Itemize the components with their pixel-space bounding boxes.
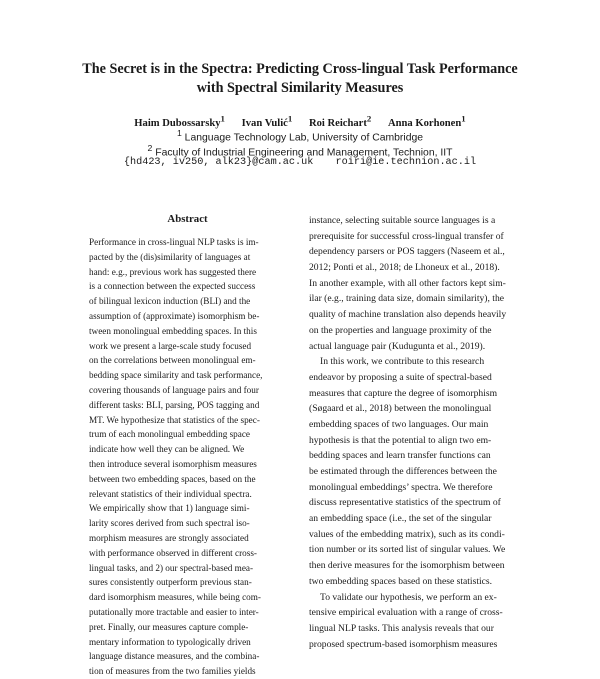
- abstract-line: of bilingual lexicon induction (BLI) and the: [89, 296, 251, 307]
- title-line-2: with Spectral Similarity Measures: [196, 80, 404, 96]
- abstract-line: sures consistently outperform previous stan-: [89, 577, 252, 588]
- body-line: lingual NLP tasks. This analysis reveals that our: [309, 622, 494, 634]
- abstract-line: We empirically show that 1) language simi-: [89, 503, 250, 514]
- body-line: measures that capture the degree of isomorphism: [309, 387, 498, 399]
- abstract-line: then introduce several isomorphism measures: [89, 458, 257, 469]
- body-line: be estimated through the differences between the: [309, 466, 497, 477]
- email-cam: {hd423, iv250, alk23}@cam.ac.uk: [123, 157, 314, 168]
- abstract-line: assumption of (approximate) isomorphism be-: [89, 310, 260, 321]
- abstract-line: between two embedding spaces, based on the: [89, 473, 256, 484]
- abstract-line: lingual tasks, and 2) our spectral-based mea-: [89, 562, 254, 573]
- abstract-line: pacted by the (dis)similarity of languages at: [89, 251, 251, 262]
- abstract-line: bedding space similarity and task performance,: [89, 370, 263, 381]
- abstract-line: covering thousands of language pairs and four: [89, 384, 259, 395]
- abstract-line: larity scores derived from such spectral iso-: [89, 518, 250, 529]
- abstract-line: relevant statistics of their individual spectra.: [89, 488, 252, 499]
- body-line: To validate our hypothesis, we perform an ex-: [320, 591, 497, 603]
- author: Haim Dubossarsky$^1$: [134, 113, 225, 129]
- body-line: endeavor by proposing a suite of spectral-based: [309, 371, 492, 383]
- abstract-line: on the correlations between monolingual em-: [89, 355, 256, 366]
- abstract-line: is a connection between the expected success: [89, 281, 256, 292]
- author: Anna Korhonen$^1$: [387, 113, 466, 129]
- abstract-line: pret. Finally, our measures capture comple-: [89, 621, 249, 632]
- body-line: dependency parsers or POS taggers (Naseem et al.,: [309, 246, 505, 258]
- body-line: bedding spaces and learn transfer functions can: [309, 450, 491, 462]
- body-line: actual language pair (Kudugunta et al., 2019).: [309, 340, 486, 352]
- body-line: monolingual embeddings’ spectra. We therefore: [309, 481, 493, 493]
- abstract-line: mentary information to typologically driven: [89, 636, 251, 647]
- affiliation-1: $^1$ Language Technology Lab, University of Cambridge: [176, 128, 424, 144]
- author-emails: [0, 157, 600, 168]
- author: Roi Reichart$^2$: [308, 113, 372, 129]
- body-line: an embedding space (i.e., the set of the singular: [309, 513, 492, 525]
- author-list: [0, 113, 600, 129]
- body-line: tion number or its sorted list of singular values. We: [309, 544, 506, 556]
- abstract-line: indicate how well they can be aligned. We: [89, 444, 245, 455]
- body-line: 2012; Ponti et al., 2018; de Lhoneux et al., 2018).: [309, 262, 500, 274]
- abstract-line: putationally more tractable and easier to inter-: [89, 606, 259, 617]
- abstract-line: with performance observed in different cross-: [89, 547, 257, 558]
- body-line: discuss representative statistics of the spectrum of: [309, 497, 501, 509]
- email-technion: roiri@ie.technion.ac.il: [335, 157, 477, 168]
- abstract-line: tween monolingual embedding spaces. In this: [89, 325, 257, 336]
- body-line: ilar (e.g., training data size, domain similarity), the: [309, 293, 505, 305]
- body-line: quality of machine translation also depends heavily: [309, 309, 507, 321]
- body-line: embedding spaces of two languages. Our main: [309, 418, 489, 430]
- body-line: on the properties and language proximity of the: [309, 324, 492, 336]
- body-line: (Søgaard et al., 2018) between the monolingual: [309, 403, 492, 415]
- body-line: prerequisite for successful cross-lingual transfer of: [309, 230, 504, 242]
- abstract-line: different tasks: BLI, parsing, POS tagging and: [89, 399, 260, 410]
- body-line: In this work, we contribute to this research: [320, 356, 485, 368]
- abstract-line: morphism measures are strongly associated: [89, 532, 249, 543]
- title-line-1: The Secret is in the Spectra: Predicting Cross-lingual Task Performance: [82, 61, 518, 77]
- abstract-line: work we present a large-scale study focused: [89, 340, 252, 351]
- abstract-text: [89, 235, 286, 679]
- abstract-line: dard isomorphism measures, while being com-: [89, 592, 261, 603]
- abstract-line: language distance measures, and the combina-: [89, 651, 260, 662]
- introduction-text: [309, 213, 531, 652]
- body-line: two embedding spaces based on these statistics.: [309, 575, 493, 587]
- abstract-line: hand: e.g., previous work has suggested there: [89, 266, 257, 277]
- body-line: In another example, with all other factors kept sim-: [309, 277, 506, 289]
- affiliation-2: $^2$ Faculty of Industrial Engineering and Management, Technion, IIT: [147, 143, 453, 159]
- abstract-line: trum of each monolingual embedding space: [89, 429, 250, 440]
- body-line: instance, selecting suitable source languages is a: [309, 215, 496, 226]
- abstract-line: tion of measures from the two families yields: [89, 666, 256, 677]
- body-line: hypothesis is that the potential to align two em-: [309, 434, 492, 446]
- body-line: then derive measures for the isomorphism between: [309, 560, 505, 572]
- paper-title: [40, 60, 560, 98]
- abstract-line: MT. We hypothesize that statistics of the spec-: [89, 414, 260, 425]
- body-line: values of the embedding matrix), such as its condi-: [309, 528, 505, 540]
- abstract-line: Performance in cross-lingual NLP tasks is im-: [89, 237, 259, 247]
- body-line: proposed spectrum-based isomorphism measures: [309, 638, 498, 650]
- body-line: tensive empirical evaluation with a range of cross-: [309, 607, 503, 619]
- abstract-heading: Abstract: [167, 213, 208, 225]
- author: Ivan Vulić$^1$: [241, 113, 293, 129]
